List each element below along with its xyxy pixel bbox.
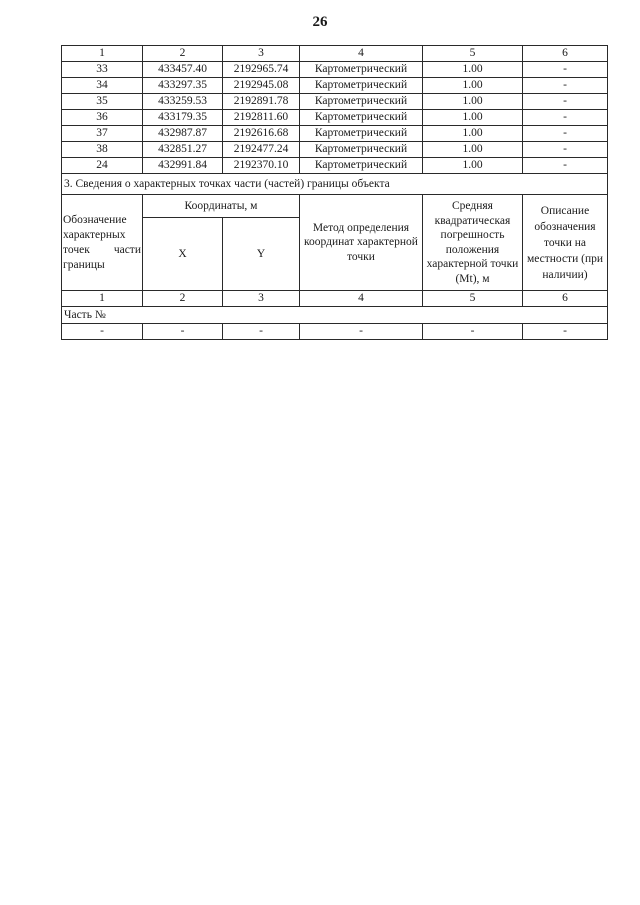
column-number-cell: 2 — [143, 46, 223, 62]
table-row — [62, 62, 608, 78]
x-coordinate-cell: 433457.40 — [143, 62, 223, 78]
point-id-cell: 24 — [62, 158, 143, 174]
error-cell: 1.00 — [423, 158, 523, 174]
column-number-cell: 4 — [300, 291, 423, 307]
column-number-cell: 4 — [300, 46, 423, 62]
y-header: Y — [223, 218, 300, 291]
point-id-cell: 37 — [62, 126, 143, 142]
empty-cell: - — [223, 324, 300, 340]
part-label-row — [62, 307, 608, 324]
part-label: Часть № — [62, 307, 608, 324]
column-number-cell: 3 — [223, 291, 300, 307]
table-row — [62, 110, 608, 126]
x-coordinate-cell: 433179.35 — [143, 110, 223, 126]
description-header: Описание обозначения точки на местности (при наличии) — [523, 195, 608, 291]
table-row — [62, 158, 608, 174]
point-id-cell: 34 — [62, 78, 143, 94]
point-id-cell: 38 — [62, 142, 143, 158]
x-coordinate-cell: 432991.84 — [143, 158, 223, 174]
description-cell: - — [523, 142, 608, 158]
error-cell: 1.00 — [423, 142, 523, 158]
empty-cell: - — [523, 324, 608, 340]
point-id-cell: 36 — [62, 110, 143, 126]
x-coordinate-cell: 432987.87 — [143, 126, 223, 142]
y-coordinate-cell: 2192477.24 — [223, 142, 300, 158]
empty-cell: - — [423, 324, 523, 340]
y-coordinate-cell: 2192811.60 — [223, 110, 300, 126]
error-cell: 1.00 — [423, 126, 523, 142]
method-cell: Картометрический — [300, 126, 423, 142]
method-cell: Картометрический — [300, 158, 423, 174]
x-coordinate-cell: 432851.27 — [143, 142, 223, 158]
y-coordinate-cell: 2192965.74 — [223, 62, 300, 78]
table-row — [62, 324, 608, 340]
column-number-cell: 1 — [62, 46, 143, 62]
method-cell: Картометрический — [300, 62, 423, 78]
y-coordinate-cell: 2192945.08 — [223, 78, 300, 94]
method-cell: Картометрический — [300, 78, 423, 94]
empty-cell: - — [62, 324, 143, 340]
section-title-row — [62, 174, 608, 195]
error-cell: 1.00 — [423, 110, 523, 126]
method-cell: Картометрический — [300, 110, 423, 126]
y-coordinate-cell: 2192891.78 — [223, 94, 300, 110]
column-number-row — [62, 46, 608, 62]
description-cell: - — [523, 110, 608, 126]
method-cell: Картометрический — [300, 142, 423, 158]
column-number-cell: 2 — [143, 291, 223, 307]
error-cell: 1.00 — [423, 62, 523, 78]
section-title: 3. Сведения о характерных точках части (частей) границы объекта — [62, 174, 608, 195]
column-number-cell: 6 — [523, 291, 608, 307]
table-row — [62, 94, 608, 110]
error-cell: 1.00 — [423, 78, 523, 94]
method-header: Метод определения координат характерной точки — [300, 195, 423, 291]
column-number-row — [62, 291, 608, 307]
description-cell: - — [523, 78, 608, 94]
table-row — [62, 126, 608, 142]
description-cell: - — [523, 62, 608, 78]
description-cell: - — [523, 126, 608, 142]
column-number-cell: 6 — [523, 46, 608, 62]
column-number-cell: 1 — [62, 291, 143, 307]
coordinates-header: Координаты, м — [143, 195, 300, 218]
description-cell: - — [523, 94, 608, 110]
description-cell: - — [523, 158, 608, 174]
error-header: Средняя квадратическая погрешность положения характерной точки (Mt), м — [423, 195, 523, 291]
table-row — [62, 142, 608, 158]
coordinates-table — [61, 45, 608, 340]
y-coordinate-cell: 2192370.10 — [223, 158, 300, 174]
section-header-row — [62, 195, 608, 218]
point-id-cell: 33 — [62, 62, 143, 78]
y-coordinate-cell: 2192616.68 — [223, 126, 300, 142]
empty-cell: - — [143, 324, 223, 340]
page-number: 26 — [312, 14, 328, 30]
empty-cell: - — [300, 324, 423, 340]
method-cell: Картометрический — [300, 94, 423, 110]
column-number-cell: 5 — [423, 291, 523, 307]
point-id-cell: 35 — [62, 94, 143, 110]
x-header: X — [143, 218, 223, 291]
point-designation-header: Обозначение характерных точек части границы — [62, 195, 143, 291]
x-coordinate-cell: 433297.35 — [143, 78, 223, 94]
table-row — [62, 78, 608, 94]
column-number-cell: 5 — [423, 46, 523, 62]
error-cell: 1.00 — [423, 94, 523, 110]
x-coordinate-cell: 433259.53 — [143, 94, 223, 110]
column-number-cell: 3 — [223, 46, 300, 62]
